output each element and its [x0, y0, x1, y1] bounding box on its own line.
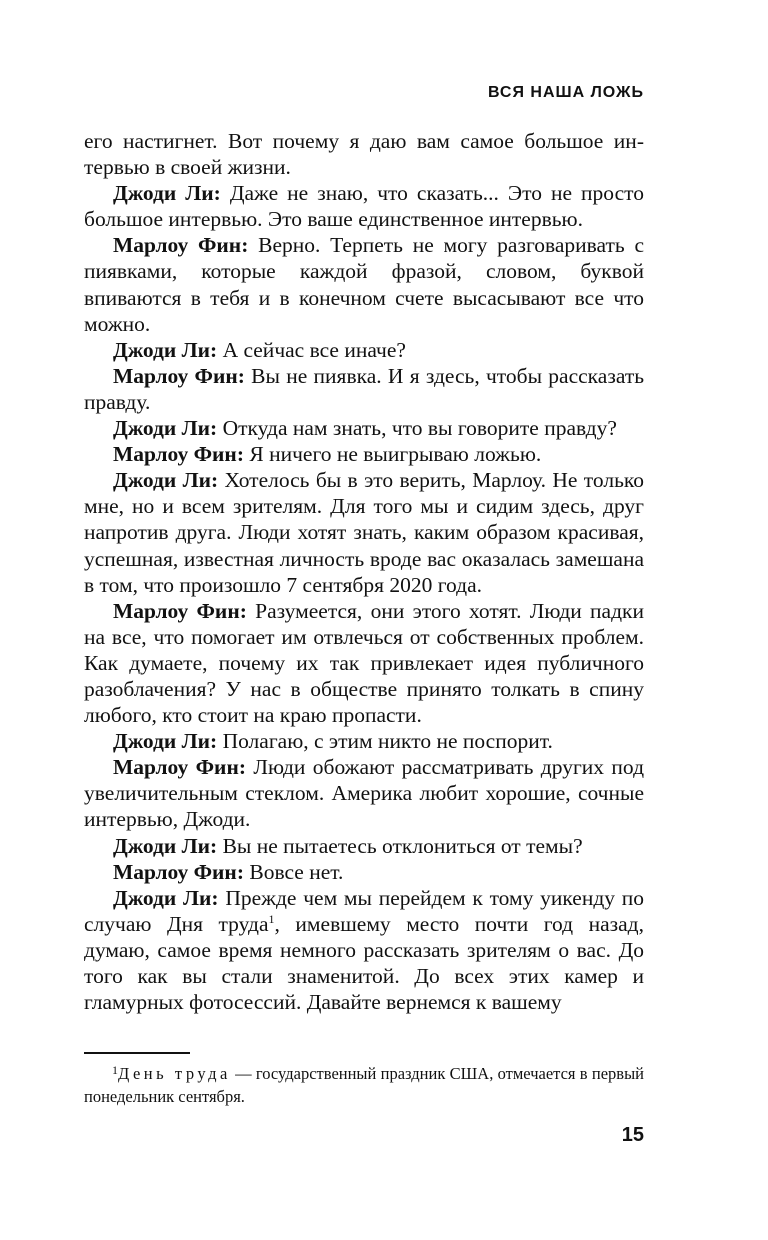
paragraph [84, 337, 644, 363]
footnote-reference: 1 [268, 911, 275, 926]
paragraph [84, 728, 644, 754]
page-number: 15 [621, 1124, 644, 1146]
speaker-name: Джоди Ли: [113, 468, 219, 493]
paragraph [84, 598, 644, 728]
paragraph-text: Разумеется, они этого хотят. Люди падки на все, что помогает им отвлечься от собственных проблем. Как думаете, почему их так привлекает идея публичного разоблачения? У нас в обществе принято толкать в спину любого, кто стоит на краю пропасти. [84, 598, 644, 728]
paragraph [84, 363, 644, 415]
paragraph-text: Люди обожают рассматривать других под увеличительным стеклом. Америка любит хорошие, сочные интервью, Джоди. [84, 755, 645, 832]
paragraph [84, 833, 644, 859]
speaker-name: Джоди Ли: [113, 729, 218, 754]
paragraph [84, 180, 644, 232]
paragraph-text: Я ничего не выигрываю ложью. [249, 442, 542, 467]
footnote-marker: 1 [112, 1063, 118, 1077]
paragraph-text: Вовсе нет. [249, 859, 344, 884]
paragraph [84, 128, 644, 180]
paragraph-text: Вы не пытаетесь отклониться от темы? [222, 833, 583, 858]
paragraph-text: Хотелось бы в это верить, Марлоу. Не только мне, но и всем зрителям. Для того мы и сидим здесь, друг напротив друга. Люди хотят знать, каким образом красивая, успешная, известная личность вроде вас оказалась замешана в том, что произошло 7 сентября 2020 года. [84, 468, 645, 597]
paragraph-text: А сейчас все иначе? [222, 337, 406, 362]
paragraph-text: Прежде чем мы перейдем к тому уикенду по случаю Дня труда [84, 885, 645, 936]
speaker-name: Джоди Ли: [113, 833, 218, 858]
footnote [84, 1062, 644, 1108]
footnote-term: День труда [118, 1064, 231, 1083]
footnote-text: — государственный праздник США, отмечается в первый понедельник сентября. [84, 1064, 644, 1106]
paragraph [84, 859, 644, 885]
paragraph [84, 885, 644, 1015]
paragraph [84, 232, 644, 336]
paragraph [84, 415, 644, 441]
speaker-name: Джоди Ли: [113, 181, 221, 206]
speaker-name: Марлоу Фин: [113, 598, 247, 623]
body-text [84, 128, 644, 1015]
paragraph [84, 754, 644, 832]
paragraph [84, 441, 644, 467]
paragraph-text: Вы не пиявка. И я здесь, чтобы рассказать правду. [84, 363, 645, 414]
paragraph [84, 467, 644, 597]
paragraph-text: его настигнет. Вот почему я даю вам самое большое интервью в своей жизни. [84, 129, 644, 180]
speaker-name: Марлоу Фин: [113, 363, 245, 388]
footnote-rule [84, 1052, 190, 1054]
paragraph-text: Верно. Терпеть не могу разговаривать с пиявками, которые каждой фразой, словом, буквой впиваются в тебя и в конечном счете высасывают все что можно. [84, 233, 645, 336]
paragraph-text: Откуда нам знать, что вы говорите правду? [222, 416, 617, 441]
speaker-name: Джоди Ли: [113, 885, 219, 910]
speaker-name: Джоди Ли: [113, 337, 218, 362]
paragraph-text: Полагаю, с этим никто не поспорит. [222, 729, 553, 754]
paragraph-text: , имевшему место почти год назад, думаю, самое время немного рассказать зрителям о вас. До того как вы стали знаменитой. До всех этих камер и гламурных фотосессий. Давайте вернемся к вашему [84, 911, 644, 1015]
speaker-name: Марлоу Фин: [113, 233, 249, 258]
speaker-name: Марлоу Фин: [113, 755, 246, 780]
speaker-name: Джоди Ли: [113, 416, 218, 441]
paragraph-text: Даже не знаю, что сказать... Это не просто большое интервью. Это ваше единственное интервью. [84, 181, 645, 232]
speaker-name: Марлоу Фин: [113, 442, 244, 467]
speaker-name: Марлоу Фин: [113, 859, 244, 884]
running-head: ВСЯ НАША ЛОЖЬ [487, 84, 644, 101]
